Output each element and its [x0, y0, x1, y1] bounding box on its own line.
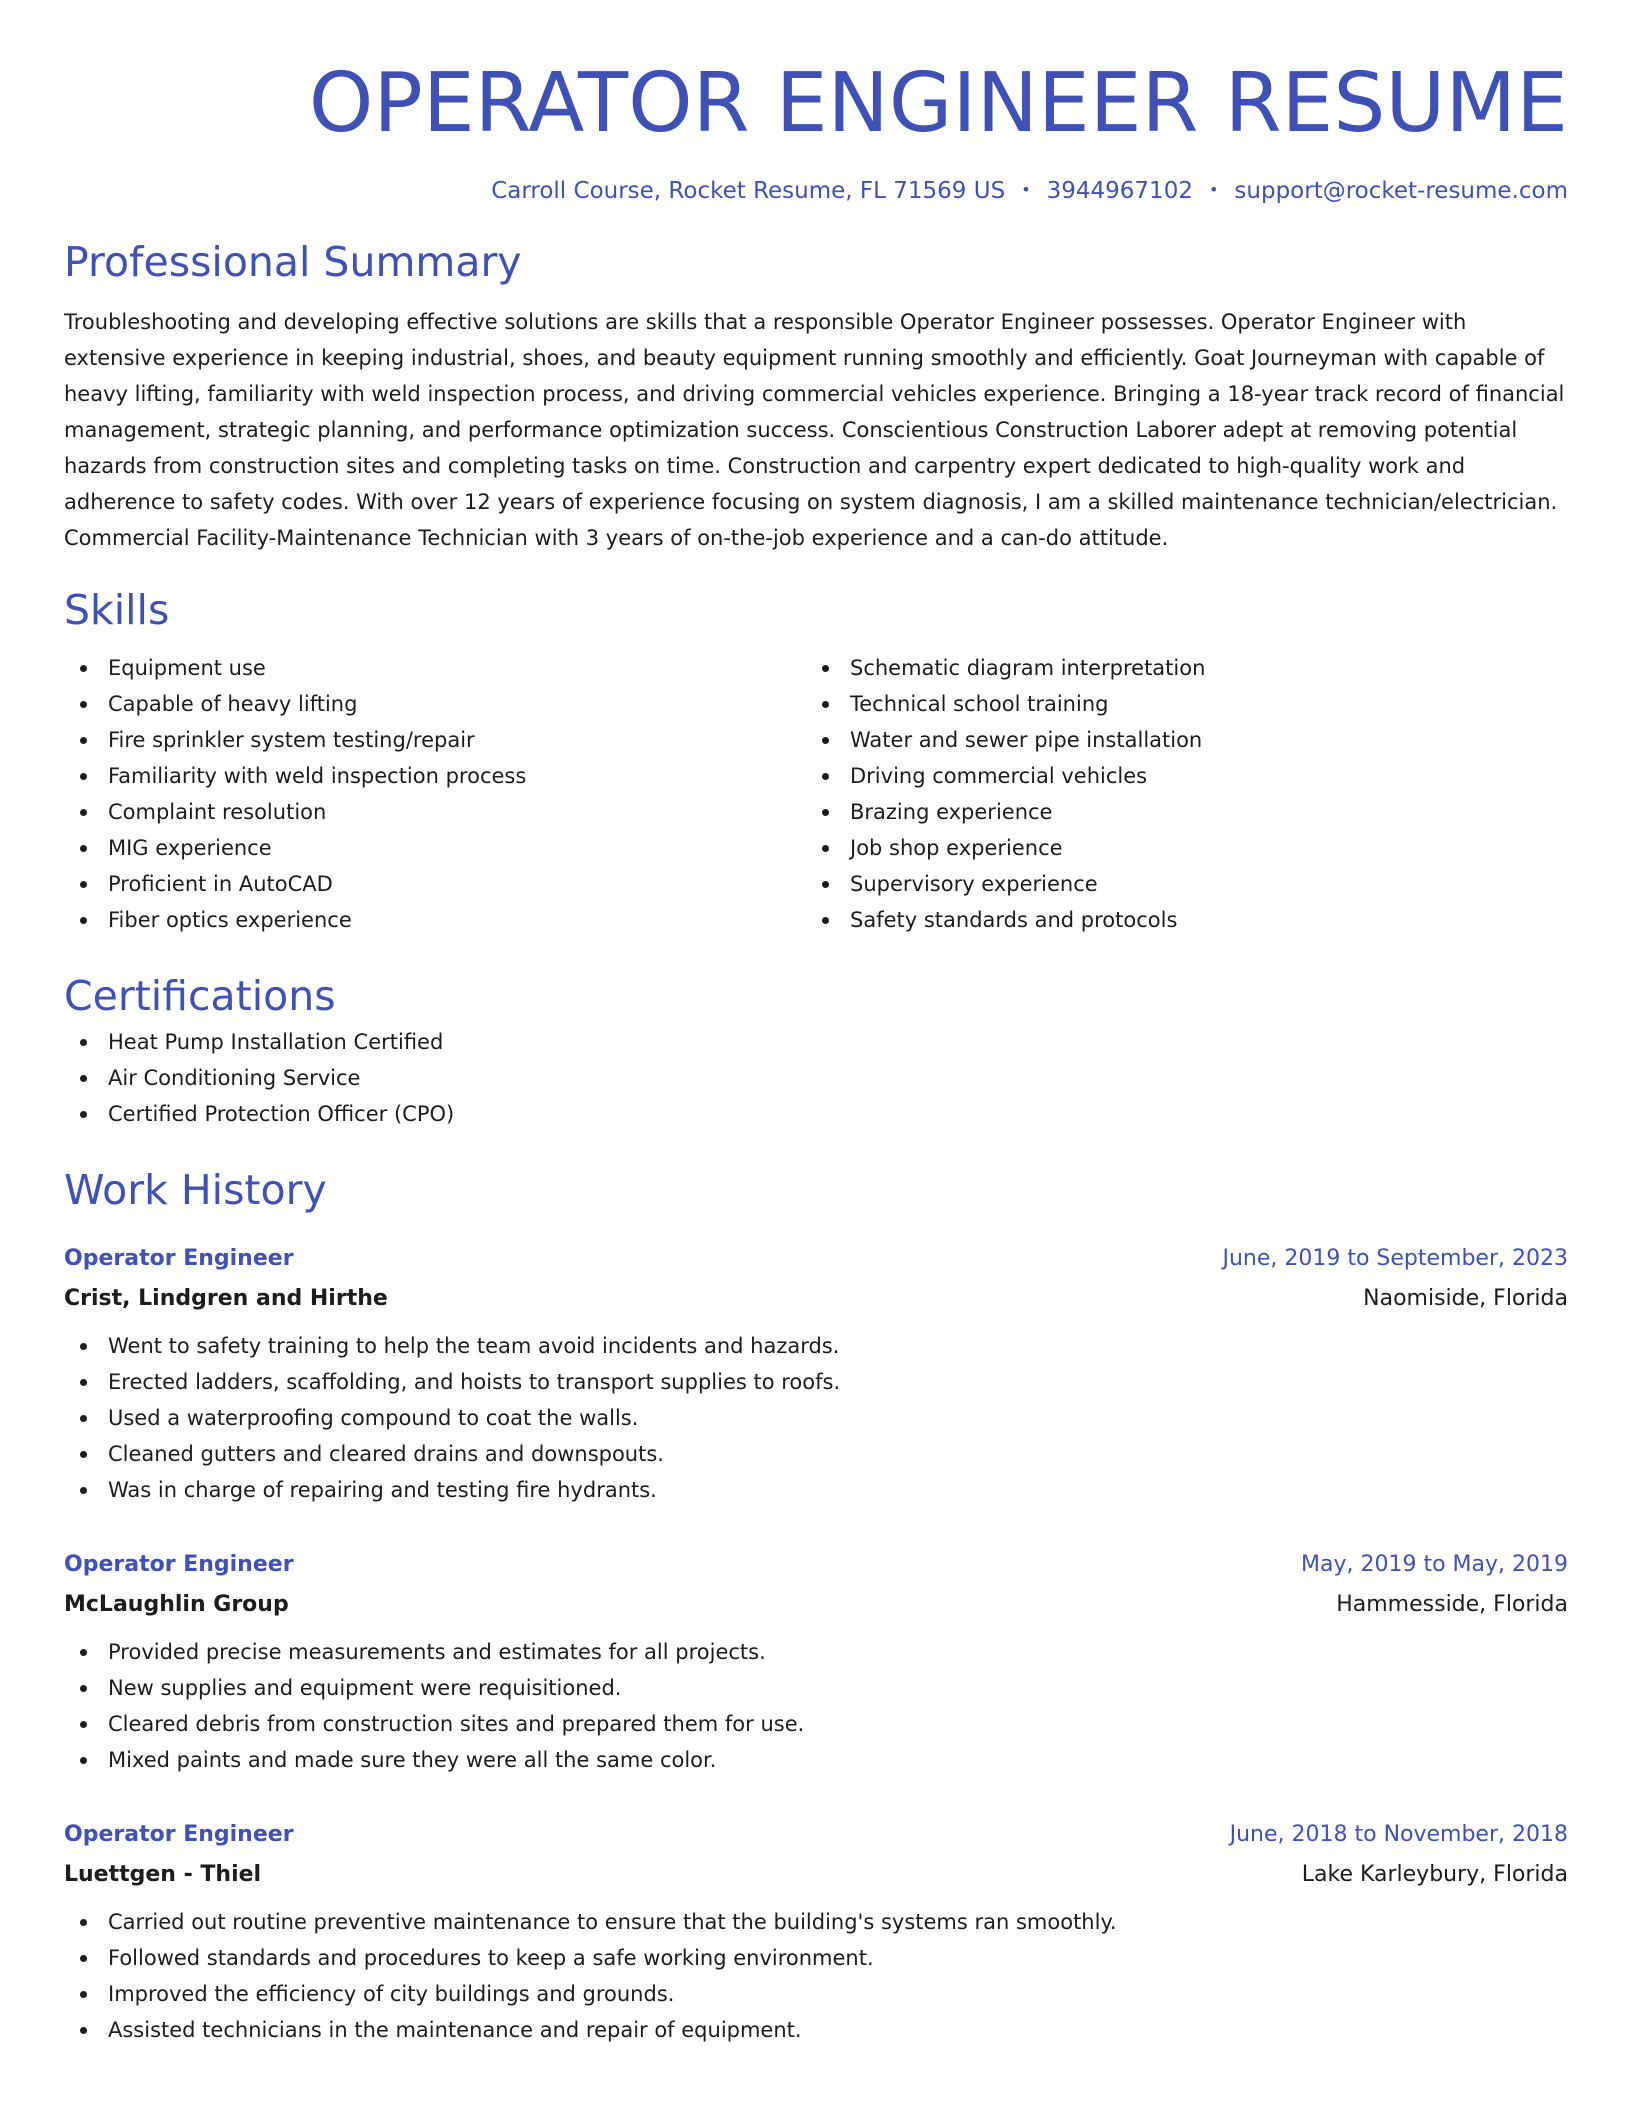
certifications-list — [64, 1024, 1568, 1132]
job-duty: Mixed paints and made sure they were all the same color. — [64, 1742, 1568, 1778]
skill-item: Brazing experience — [806, 794, 1548, 830]
skill-item: Safety standards and protocols — [806, 902, 1548, 938]
contact-email: support@rocket-resume.com — [1234, 178, 1568, 204]
job-location: Naomiside, Florida — [1363, 1286, 1568, 1311]
job-header — [64, 1818, 1568, 1852]
job-title: Operator Engineer — [64, 1822, 294, 1847]
job-duty: Erected ladders, scaffolding, and hoists to transport supplies to roofs. — [64, 1364, 1568, 1400]
job-duty: Improved the efficiency of city buildings and grounds. — [64, 1976, 1568, 2012]
contact-separator: • — [1021, 180, 1031, 199]
job-location: Hammesside, Florida — [1336, 1592, 1568, 1617]
skill-item: Fire sprinkler system testing/repair — [64, 722, 806, 758]
job-company: Crist, Lindgren and Hirthe — [64, 1286, 388, 1311]
job-dates: June, 2019 to September, 2023 — [1222, 1246, 1568, 1271]
job-subheader — [64, 1282, 1568, 1316]
skill-item: Technical school training — [806, 686, 1548, 722]
skill-item: Proficient in AutoCAD — [64, 866, 806, 902]
skill-item: Fiber optics experience — [64, 902, 806, 938]
skills-list-right — [806, 650, 1548, 938]
job-duty: Carried out routine preventive maintenance to ensure that the building's systems ran smoothly. — [64, 1904, 1568, 1940]
job-company: Luettgen - Thiel — [64, 1862, 262, 1887]
skill-item: Water and sewer pipe installation — [806, 722, 1548, 758]
job-duty: Was in charge of repairing and testing fire hydrants. — [64, 1472, 1568, 1508]
job-duty: Cleaned gutters and cleared drains and downspouts. — [64, 1436, 1568, 1472]
skill-item: Supervisory experience — [806, 866, 1548, 902]
job-entry — [64, 1242, 1568, 1508]
job-entry — [64, 1548, 1568, 1778]
skill-item: Complaint resolution — [64, 794, 806, 830]
resume-page — [64, 0, 1568, 2048]
job-subheader — [64, 1588, 1568, 1622]
skill-item: Job shop experience — [806, 830, 1548, 866]
summary-heading: Professional Summary — [64, 238, 522, 286]
job-duties-list — [64, 1634, 1568, 1778]
job-dates: May, 2019 to May, 2019 — [1301, 1552, 1568, 1577]
job-duty: Followed standards and procedures to keep a safe working environment. — [64, 1940, 1568, 1976]
job-location: Lake Karleybury, Florida — [1301, 1862, 1568, 1887]
job-company: McLaughlin Group — [64, 1592, 289, 1617]
skills-list-left — [64, 650, 806, 938]
contact-line — [64, 174, 1568, 210]
job-duty: Went to safety training to help the team avoid incidents and hazards. — [64, 1328, 1568, 1364]
skills-column-right — [806, 650, 1548, 938]
skill-item: Driving commercial vehicles — [806, 758, 1548, 794]
job-duties-list — [64, 1328, 1568, 1508]
job-dates: June, 2018 to November, 2018 — [1229, 1822, 1568, 1847]
job-title: Operator Engineer — [64, 1552, 294, 1577]
contact-phone: 3944967102 — [1046, 178, 1193, 204]
skills-grid — [64, 650, 1568, 938]
job-duties-list — [64, 1904, 1568, 2048]
contact-separator: • — [1208, 180, 1219, 199]
job-duty: Provided precise measurements and estimates for all projects. — [64, 1634, 1568, 1670]
skills-column-left — [64, 650, 806, 938]
skill-item: Capable of heavy lifting — [64, 686, 806, 722]
summary-text: Troubleshooting and developing effective solutions are skills that a responsible Operator Engineer possesses. Operator Engineer with extensive experience in keeping industrial, shoes, and beauty equipment running smoothly and efficiently. Goat Journeyman with capable of heavy lifting, familiarity with weld inspection process, and driving commercial vehicles experience. Bringing a 18-year track record of financial management, strategic planning, and performance optimization success. Conscientious Construction Laborer adept at removing potential hazards from construction sites and completing tasks on time. Construction and carpentry expert dedicated to high-quality work and adherence to safety codes. With over 12 years of experience focusing on system diagnosis, I am a skilled maintenance technician/electrician. Commercial Facility-Maintenance Technician with 3 years of on-the-job experience and a can-do attitude. — [64, 310, 1565, 550]
skill-item: Schematic diagram interpretation — [806, 650, 1548, 686]
job-title: Operator Engineer — [64, 1246, 294, 1271]
job-duty: New supplies and equipment were requisitioned. — [64, 1670, 1568, 1706]
certification-item: Certified Protection Officer (CPO) — [64, 1096, 1568, 1132]
job-header — [64, 1548, 1568, 1582]
job-duty: Used a waterproofing compound to coat the walls. — [64, 1400, 1568, 1436]
resume-title: OPERATOR ENGINEER RESUME — [308, 56, 1568, 151]
certifications-heading: Certifications — [64, 972, 336, 1020]
job-duty: Assisted technicians in the maintenance and repair of equipment. — [64, 2012, 1568, 2048]
contact-address: Carroll Course, Rocket Resume, FL 71569 US — [491, 178, 1006, 204]
skills-heading: Skills — [64, 586, 170, 634]
certification-item: Heat Pump Installation Certified — [64, 1024, 1568, 1060]
work-history-heading: Work History — [64, 1166, 327, 1214]
job-entry — [64, 1818, 1568, 2048]
skill-item: Equipment use — [64, 650, 806, 686]
job-subheader — [64, 1858, 1568, 1892]
job-duty: Cleared debris from construction sites and prepared them for use. — [64, 1706, 1568, 1742]
certification-item: Air Conditioning Service — [64, 1060, 1568, 1096]
skill-item: MIG experience — [64, 830, 806, 866]
job-header — [64, 1242, 1568, 1276]
skill-item: Familiarity with weld inspection process — [64, 758, 806, 794]
